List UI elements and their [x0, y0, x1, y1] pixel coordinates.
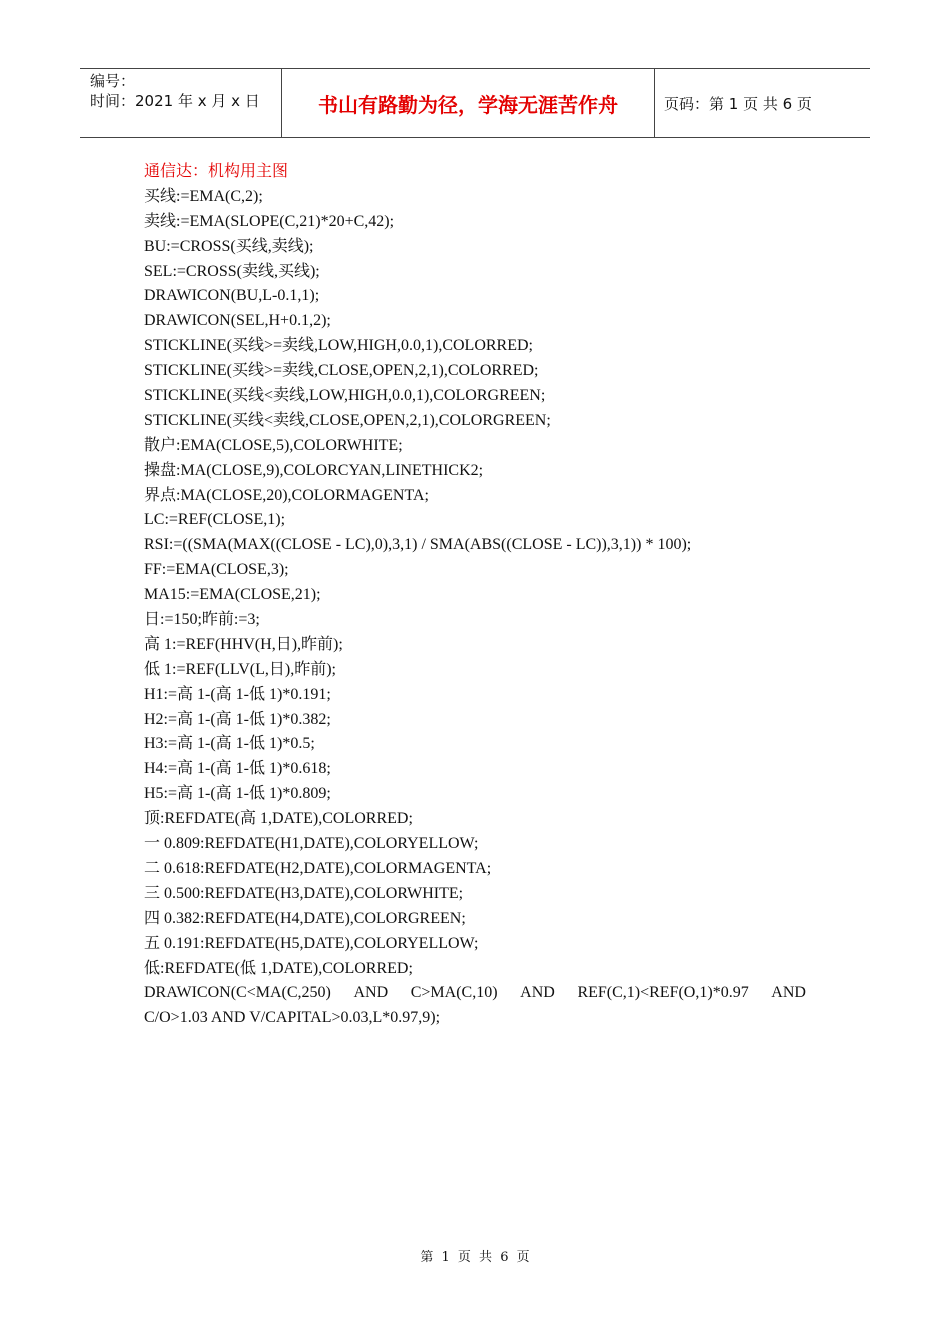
document-number-label: 编号： [90, 72, 136, 90]
formula-line: 操盘:MA(CLOSE,9),COLORCYAN,LINETHICK2; [144, 461, 484, 479]
formula-line: MA15:=EMA(CLOSE,21); [144, 586, 321, 604]
formula-line: 顶:REFDATE(高 1,DATE),COLORRED; [144, 810, 413, 828]
formula-line: 二 0.618:REFDATE(H2,DATE),COLORMAGENTA; [144, 859, 492, 877]
formula-token: REF(C,1)<REF(O,1)*0.97 [577, 984, 749, 1002]
formula-token: AND [520, 984, 555, 1002]
formula-line: STICKLINE(买线>=卖线,LOW,HIGH,0.0,1),COLORRED; [144, 337, 533, 355]
formula-line: 四 0.382:REFDATE(H4,DATE),COLORGREEN; [144, 909, 466, 927]
page-footer: 第 1 页 共 6 页 [420, 1250, 530, 1265]
formula-token: AND [771, 984, 806, 1002]
formula-line-end: C/O>1.03 AND V/CAPITAL>0.03,L*0.97,9); [144, 1009, 441, 1027]
formula-line: FF:=EMA(CLOSE,3); [144, 561, 289, 579]
formula-line: 界点:MA(CLOSE,20),COLORMAGENTA; [144, 486, 429, 504]
document-date: 时间：2021 年 x 月 x 日 [90, 92, 260, 110]
formula-line: 高 1:=REF(HHV(H,日),昨前); [144, 635, 343, 653]
header-motto: 书山有路勤为径，学海无涯苦作舟 [282, 69, 655, 137]
formula-content [144, 160, 806, 1031]
formula-line: H4:=高 1-(高 1-低 1)*0.618; [144, 760, 331, 778]
formula-line: 三 0.500:REFDATE(H3,DATE),COLORWHITE; [144, 884, 464, 902]
formula-line: DRAWICON(SEL,H+0.1,2); [144, 312, 331, 330]
formula-line: STICKLINE(买线>=卖线,CLOSE,OPEN,2,1),COLORRED; [144, 362, 539, 380]
formula-line: H2:=高 1-(高 1-低 1)*0.382; [144, 710, 331, 728]
formula-token: DRAWICON(C<MA(C,250) [144, 984, 331, 1002]
formula-line: H1:=高 1-(高 1-低 1)*0.191; [144, 685, 331, 703]
formula-line: BU:=CROSS(买线,卖线); [144, 237, 314, 255]
page-header [80, 68, 870, 138]
formula-title: 通信达：机构用主图 [144, 163, 289, 180]
formula-line: SEL:=CROSS(卖线,买线); [144, 262, 320, 280]
formula-line: H3:=高 1-(高 1-低 1)*0.5; [144, 735, 315, 753]
formula-line: 散户:EMA(CLOSE,5),COLORWHITE; [144, 436, 403, 454]
formula-line: 一 0.809:REFDATE(H1,DATE),COLORYELLOW; [144, 835, 479, 853]
header-meta [80, 69, 282, 137]
formula-line: 卖线:=EMA(SLOPE(C,21)*20+C,42); [144, 212, 395, 230]
formula-line: 低:REFDATE(低 1,DATE),COLORRED; [144, 959, 413, 977]
formula-line: 五 0.191:REFDATE(H5,DATE),COLORYELLOW; [144, 934, 479, 952]
header-page-info: 页码：第 1 页 共 6 页 [664, 94, 812, 113]
formula-token: AND [353, 984, 389, 1002]
formula-line: LC:=REF(CLOSE,1); [144, 511, 286, 529]
formula-token: C>MA(C,10) [410, 984, 498, 1002]
formula-line: 日:=150;昨前:=3; [144, 611, 260, 629]
formula-line: 买线:=EMA(C,2); [144, 187, 263, 205]
formula-line-justified [144, 981, 806, 1006]
formula-lines [144, 185, 806, 982]
formula-line: STICKLINE(买线<卖线,CLOSE,OPEN,2,1),COLORGREEN; [144, 411, 551, 429]
formula-line: H5:=高 1-(高 1-低 1)*0.809; [144, 785, 331, 803]
formula-line: STICKLINE(买线<卖线,LOW,HIGH,0.0,1),COLORGREEN; [144, 387, 546, 405]
formula-line: 低 1:=REF(LLV(L,日),昨前); [144, 660, 336, 678]
formula-line: DRAWICON(BU,L-0.1,1); [144, 287, 320, 305]
formula-line: RSI:=((SMA(MAX((CLOSE - LC),0),3,1) / SMA(ABS((CLOSE - LC)),3,1)) * 100); [144, 536, 692, 554]
